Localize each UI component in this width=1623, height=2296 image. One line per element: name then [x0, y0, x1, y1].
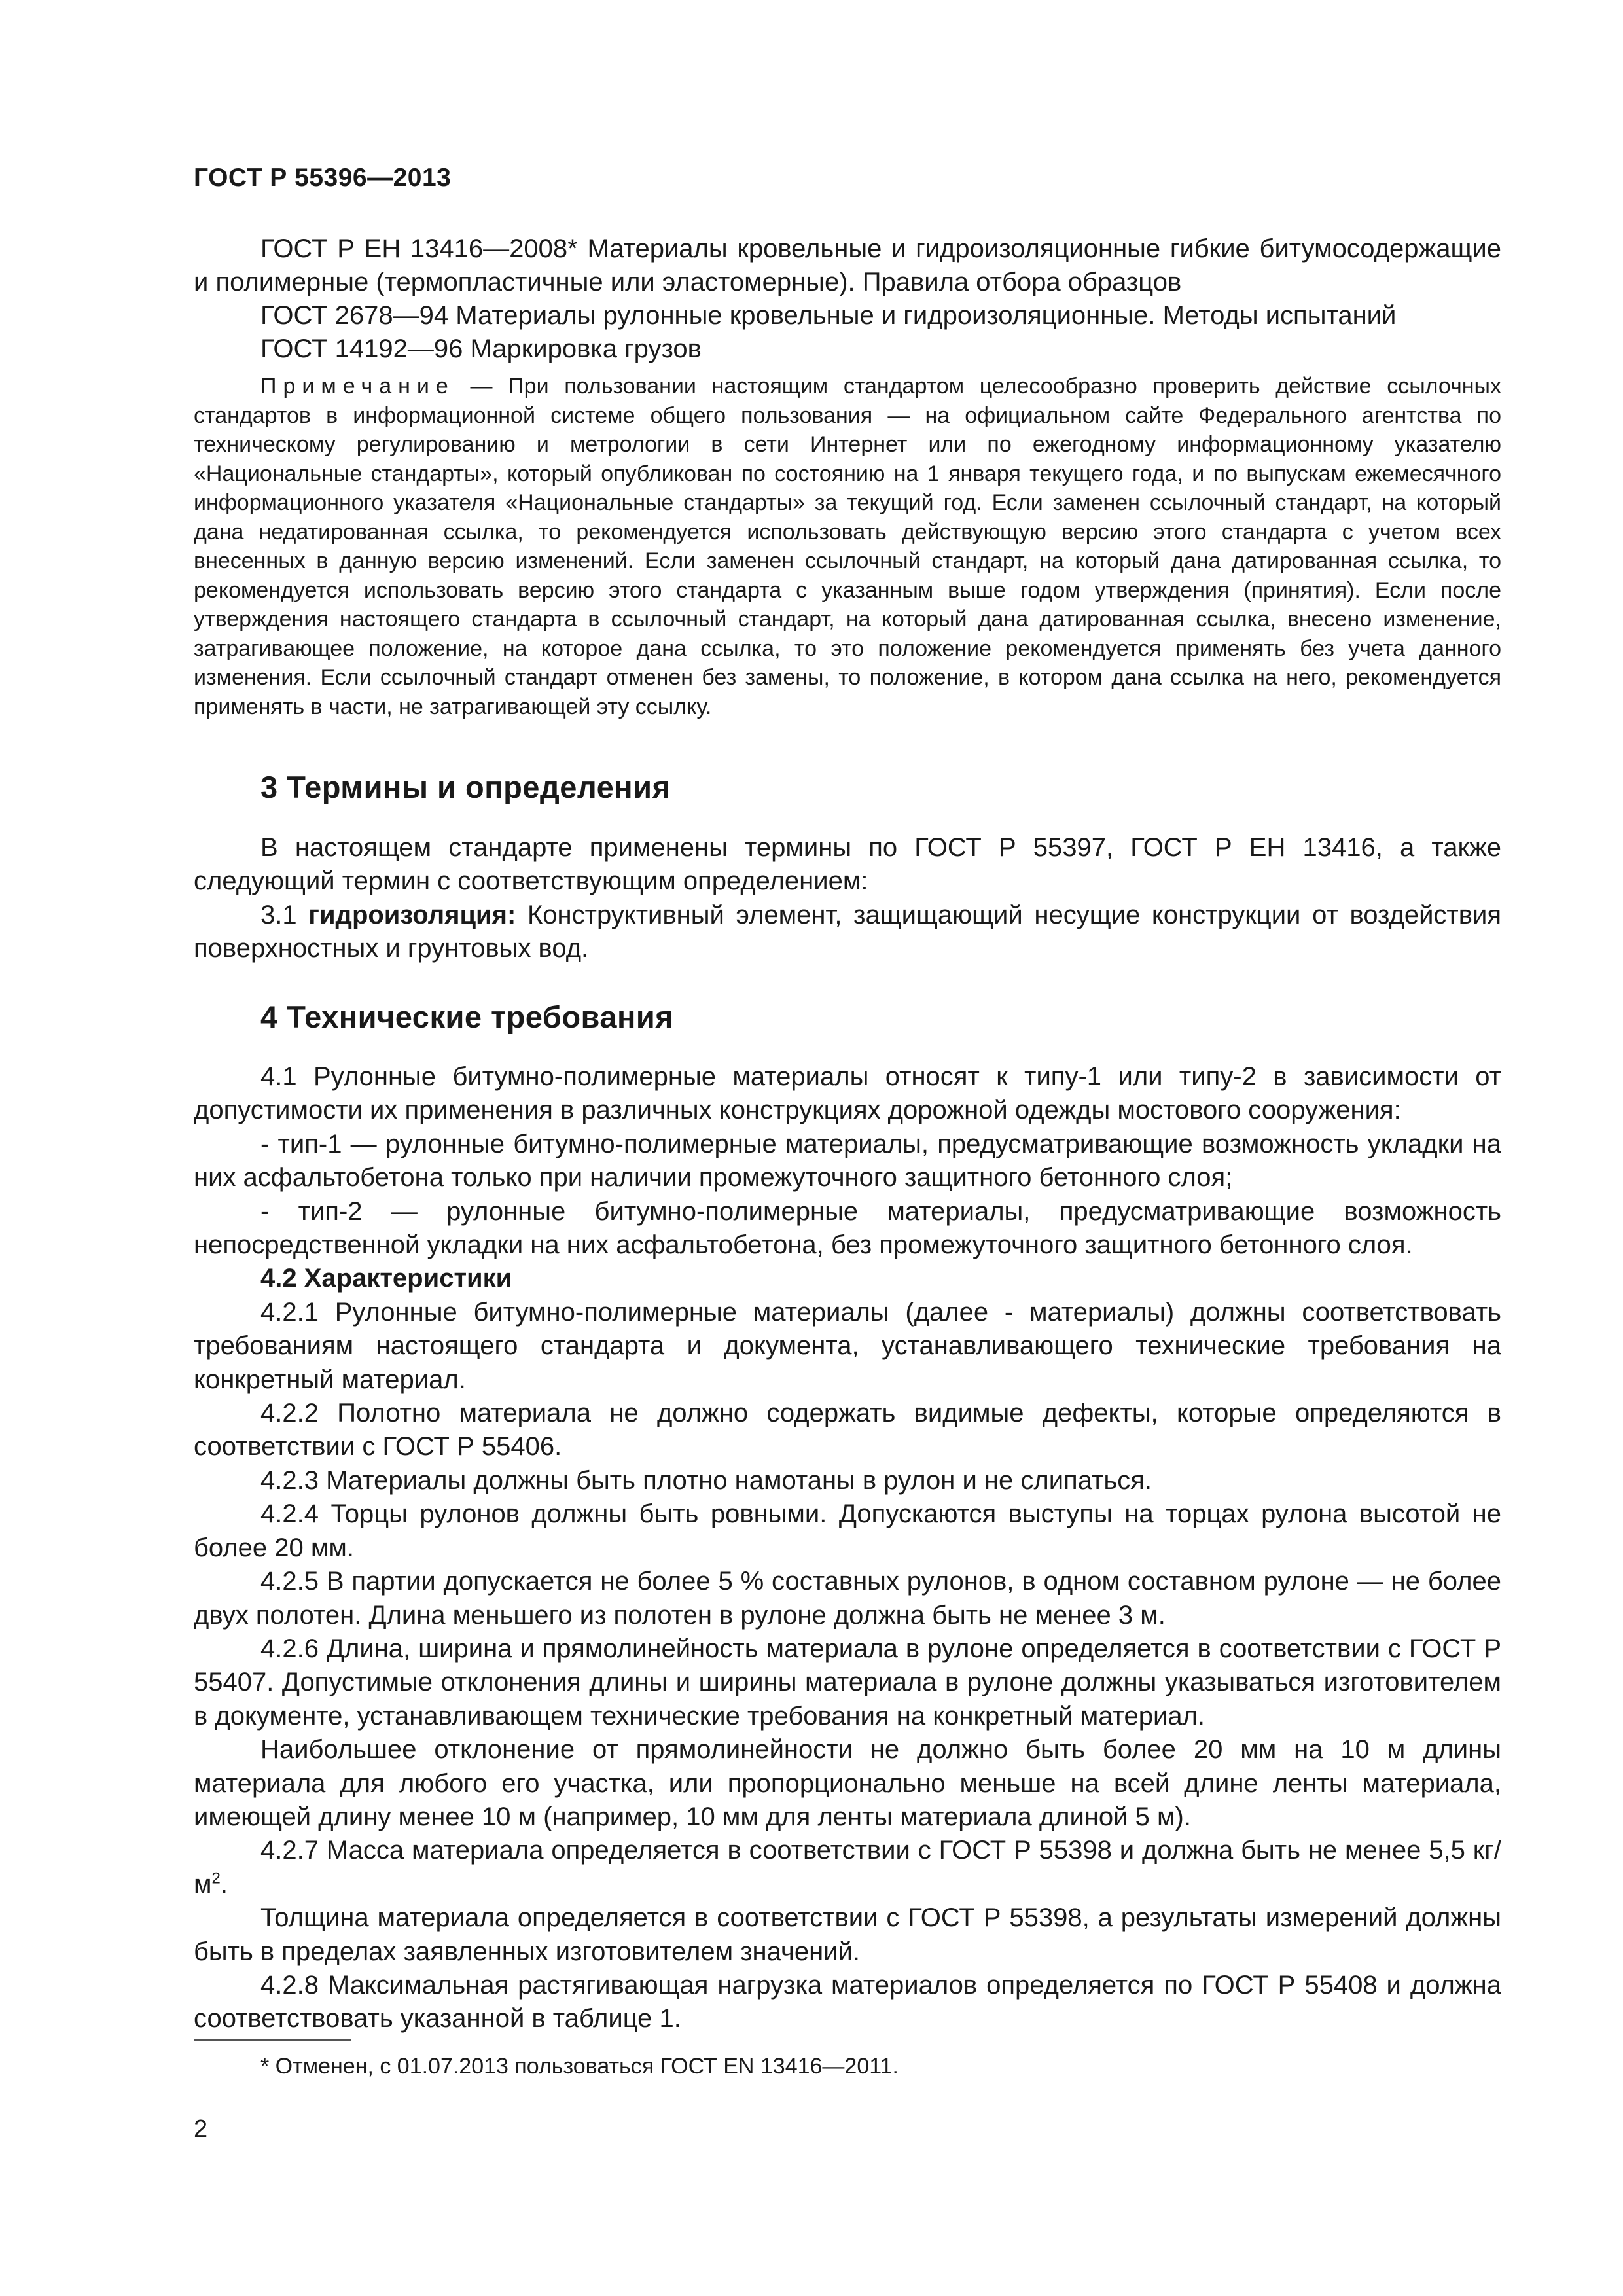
footnote: * Отменен, с 01.07.2013 пользоваться ГОСТ EN 13416—2011. [260, 2054, 899, 2079]
section-3-heading: 3 Термины и определения [260, 770, 671, 804]
paragraph-4-2-8: 4.2.8 Максимальная растягивающая нагрузка материалов определяется по ГОСТ Р 55408 и должна соответствовать указанной в таблице 1. [194, 1970, 1501, 2034]
note-label: Примечание [260, 374, 455, 399]
paragraph-4-2-7-thickness: Толщина материала определяется в соответствии с ГОСТ Р 55398, а результаты измерений должны быть в пределах заявленных изготовителем значений. [194, 1903, 1501, 1966]
mass-text-end: . [220, 1869, 228, 1899]
unit-superscript: 2 [211, 1869, 221, 1888]
document-page [194, 0, 1501, 2296]
page-number: 2 [194, 2115, 208, 2143]
paragraph-4-2-3: 4.2.3 Материалы должны быть плотно намотаны в рулон и не слипаться. [260, 1465, 1152, 1495]
document-header: ГОСТ Р 55396—2013 [194, 164, 452, 192]
term-text: Конструктивный элемент, защищающий несущие конструкции от воздействия поверхностных и грунтовых вод. [194, 900, 1502, 963]
reference-item: ГОСТ Р ЕН 13416—2008* Материалы кровельные и гидроизоляционные гибкие битумосодержащие и полимерные (термопластичные или эластомерные). Правила отбора образцов [194, 234, 1501, 296]
mass-text: 4.2.7 Масса материала определяется в соответствии с ГОСТ Р 55398 и должна быть не менее 5,5 кг/м [194, 1836, 1501, 1899]
paragraph-4-2-6-straightness: Наибольшее отклонение от прямолинейности не должно быть более 20 мм на 10 м длины материала для любого его участка, или пропорционально меньше на всей длине ленты материала, имеющей длину менее 10 м (например, 10 мм для ленты материала длиной 5 м). [194, 1735, 1501, 1831]
footnote-separator [194, 2039, 351, 2041]
subsection-4-2-heading: 4.2 Характеристики [260, 1264, 512, 1293]
term-definition [194, 899, 1501, 966]
term-name: гидроизоляция: [308, 900, 516, 929]
paragraph-4-2-5: 4.2.5 В партии допускается не более 5 % составных рулонов, в одном составном рулоне — не более двух полотен. Длина меньшего из полотен в рулоне должна быть не менее 3 м. [194, 1567, 1501, 1630]
paragraph-4-2-7 [194, 1834, 1501, 1901]
section-3-intro: В настоящем стандарте применены термины по ГОСТ Р 55397, ГОСТ Р ЕН 13416, а также следующий термин с соответствующим определением: [194, 833, 1501, 896]
type-2-item: - тип-2 — рулонные битумно-полимерные материалы, предусматривающие возможность непосредственной укладки на них асфальтобетона, без промежуточного защитного бетонного слоя. [194, 1196, 1501, 1260]
paragraph-4-2-6: 4.2.6 Длина, ширина и прямолинейность материала в рулоне определяется в соответствии с ГОСТ Р 55407. Допустимые отклонения длины и ширины материала в рулоне должны указываться изготовителем в документе, устанавливающем технические требования на конкретный материал. [194, 1634, 1501, 1731]
term-number: 3.1 [260, 900, 309, 929]
reference-item: ГОСТ 14192—96 Маркировка грузов [260, 334, 702, 363]
paragraph-4-2-1: 4.2.1 Рулонные битумно-полимерные материалы (далее - материалы) должны соответствовать требованиям настоящего стандарта и документа, устанавливающего технические требования на конкретный материал. [194, 1297, 1501, 1394]
note-text: — При пользовании настоящим стандартом целесообразно проверить действие ссылочных стандартов в информационной системе общего пользования — на официальном сайте Федерального агентства по техническому регулированию и метрологии в сети Интернет или по ежегодному информационному указателю «Национальные стандарты», который опубликован по состоянию на 1 января текущего года, и по выпускам ежемесячного информационного указателя «Национальные стандарты» за текущий год. Если заменен ссылочный стандарт, на который дана недатированная ссылка, то рекомендуется использовать действующую версию этого стандарта с учетом всех внесенных в данную версию изменений. Если заменен ссылочный стандарт, на который дана датированная ссылка, то рекомендуется использовать версию этого стандарта с указанным выше годом утверждения (принятия). Если после утверждения настоящего стандарта в ссылочный стандарт, на который дана датированная ссылка, внесено изменение, затрагивающее положение, на которое дана ссылка, то это положение рекомендуется применять без учета данного изменения. Если ссылочный стандарт отменен без замены, то положение, в котором дана ссылка на него, рекомендуется применять в части, не затрагивающей эту ссылку. [194, 374, 1501, 719]
paragraph-4-2-2: 4.2.2 Полотно материала не должно содержать видимые дефекты, которые определяются в соответствии с ГОСТ Р 55406. [194, 1399, 1501, 1462]
section-4-body [194, 1060, 1501, 2036]
note-paragraph [194, 372, 1501, 721]
paragraph-4-2-4: 4.2.4 Торцы рулонов должны быть ровными. Допускаются выступы на торцах рулона высотой не более 20 мм. [194, 1499, 1501, 1562]
normative-references [194, 232, 1501, 366]
paragraph-4-1: 4.1 Рулонные битумно-полимерные материалы относят к типу-1 или типу-2 в зависимости от допустимости их применения в различных конструкциях дорожной одежды мостового сооружения: [194, 1062, 1501, 1125]
section-4-heading: 4 Технические требования [260, 999, 674, 1034]
reference-item: ГОСТ 2678—94 Материалы рулонные кровельные и гидроизоляционные. Методы испытаний [260, 301, 1397, 330]
section-3-body [194, 831, 1501, 966]
type-1-item: - тип-1 — рулонные битумно-полимерные материалы, предусматривающие возможность укладки на них асфальтобетона только при наличии промежуточного защитного бетонного слоя; [194, 1129, 1501, 1193]
